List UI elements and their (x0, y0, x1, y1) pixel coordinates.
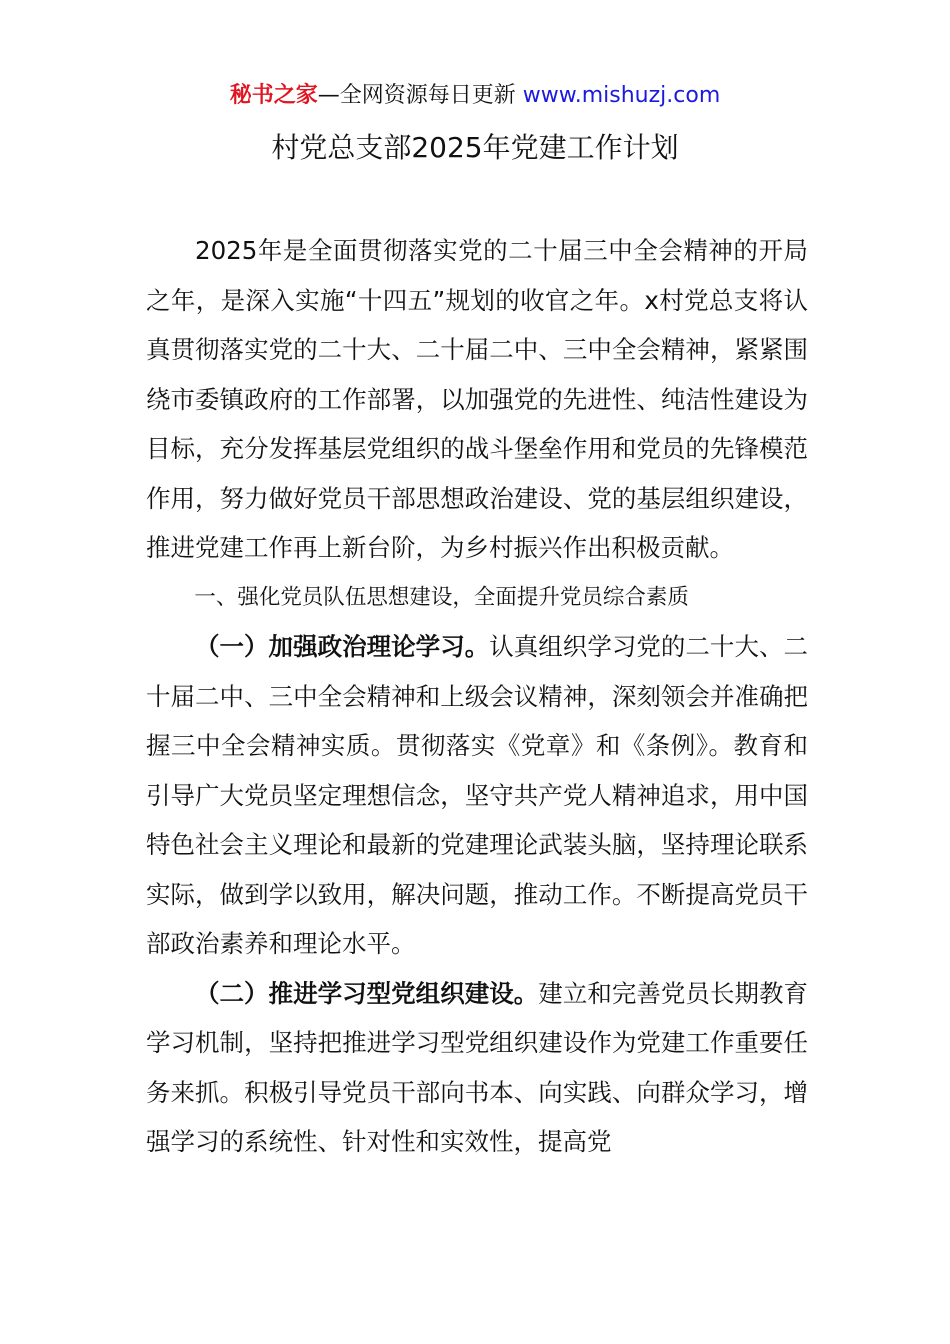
site-header (0, 80, 950, 112)
item-body: 建立和完善党员长期教育学习机制，坚持把推进学习型党组织建设作为党建工作重要任务来抓。积极引导党员干部向书本、向实践、向群众学习，增强学习的系统性、针对性和实效性，提高党 (146, 978, 809, 1156)
site-url-link[interactable]: www.mishuzj.com (522, 83, 721, 108)
document-title: 村党总支部2025年党建工作计划 (271, 131, 679, 164)
intro-paragraph: 2025年是全面贯彻落实党的二十届三中全会精神的开局之年，是深入实施“十四五”规划的收官之年。x村党总支将认真贯彻落实党的二十大、二十届二中、三中全会精神，紧紧围绕市委镇政府的工作部署，以加强党的先进性、纯洁性建设为目标，充分发挥基层党组织的战斗堡垒作用和党员的先锋模范作用，努力做好党员干部思想政治建设、党的基层组织建设，推进党建工作再上新台阶，为乡村振兴作出积极贡献。 (146, 236, 808, 562)
section-heading: 一、强化党员队伍思想建设，全面提升党员综合素质 (194, 584, 689, 610)
header-tagline: —全网资源每日更新 (317, 83, 523, 108)
document-body (146, 226, 808, 1167)
item-heading: （二）推进学习型党组织建设。 (195, 978, 539, 1008)
brand-name: 秘书之家 (229, 83, 318, 108)
item-paragraph (146, 622, 808, 969)
item-paragraph (146, 969, 808, 1167)
item-body: 认真组织学习党的二十大、二十届二中、三中全会精神和上级会议精神，深刻领会并准确把握三中全会精神实质。贯彻落实《党章》和《条例》。教育和引导广大党员坚定理想信念，坚守共产党人精神追求，用中国特色社会主义理论和最新的党建理论武装头脑，坚持理论联系实际，做到学以致用，解决问题，推动工作。不断提高党员干部政治素养和理论水平。 (146, 632, 808, 958)
item-heading: （一）加强政治理论学习。 (195, 632, 490, 661)
